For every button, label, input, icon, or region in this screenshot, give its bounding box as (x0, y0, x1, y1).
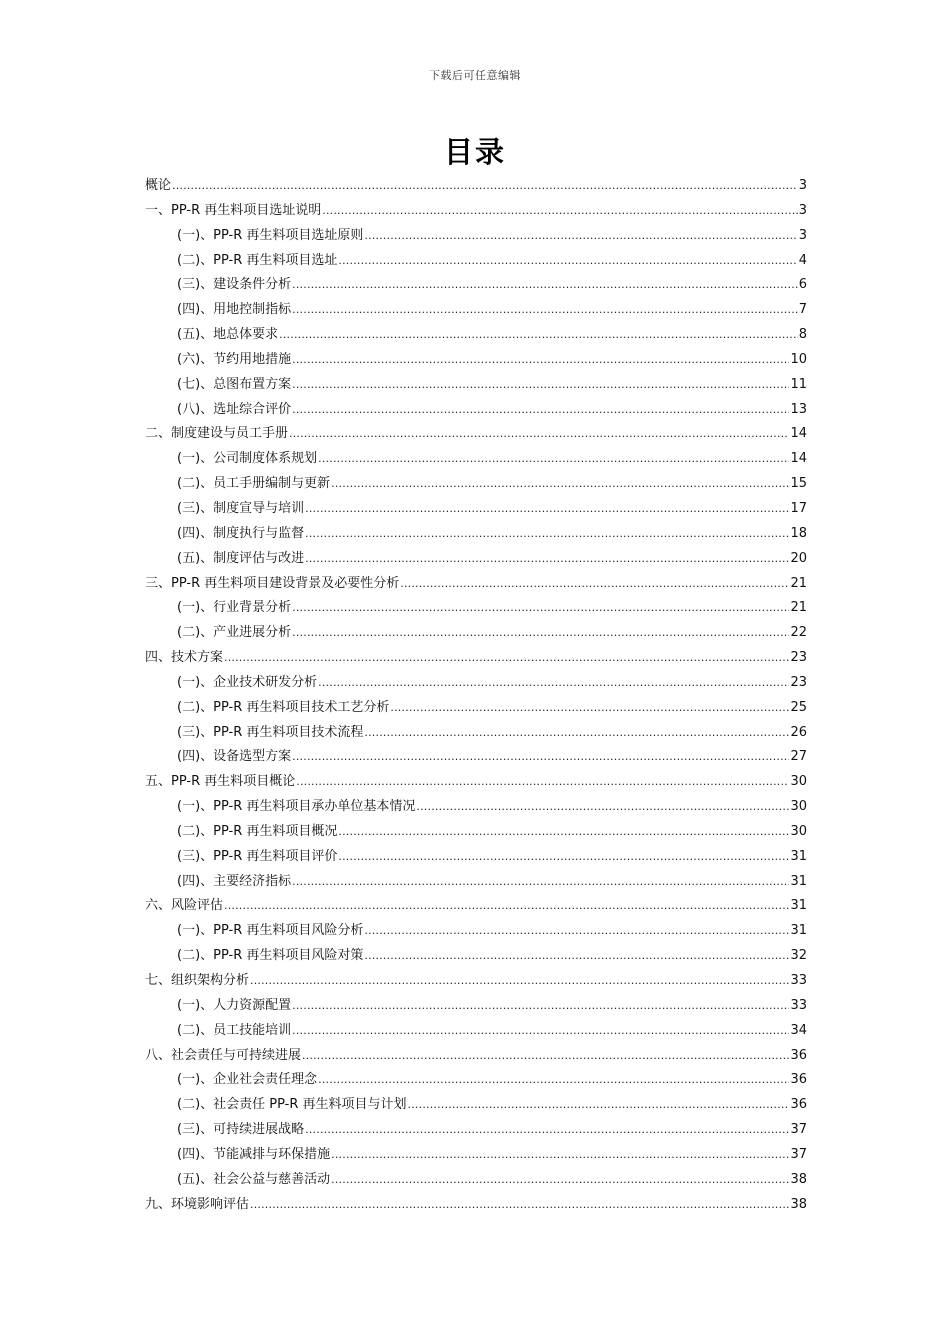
toc-section-entry[interactable] (145, 1093, 807, 1118)
table-of-contents (145, 174, 807, 1217)
toc-section-entry[interactable] (145, 447, 807, 472)
toc-page-number: 25 (790, 699, 807, 715)
toc-entry-label: (六)、节约用地措施 (177, 351, 292, 367)
toc-dot-leader (292, 994, 789, 1018)
toc-chapter-entry[interactable] (145, 969, 807, 994)
toc-entry-label: 四、技术方案 (145, 650, 224, 666)
toc-entry-label: 六、风险评估 (145, 898, 224, 914)
toc-page-number: 37 (790, 1122, 807, 1138)
toc-entry-label: (一)、PP-R 再生料项目风险分析 (177, 923, 364, 939)
toc-section-entry[interactable] (145, 944, 807, 969)
toc-dot-leader (318, 1068, 789, 1092)
toc-dot-leader (305, 547, 789, 571)
toc-section-entry[interactable] (145, 472, 807, 497)
toc-entry-label: 五、PP-R 再生料项目概论 (145, 774, 296, 790)
toc-entry-label: 三、PP-R 再生料项目建设背景及必要性分析 (145, 575, 400, 591)
toc-chapter-entry[interactable] (145, 1044, 807, 1069)
toc-page-number: 17 (790, 500, 807, 516)
toc-page-number: 4 (798, 252, 807, 268)
toc-page-number: 18 (790, 525, 807, 541)
toc-dot-leader (292, 298, 798, 322)
toc-dot-leader (292, 621, 789, 645)
toc-page-number: 6 (798, 277, 807, 293)
toc-dot-leader (305, 522, 789, 546)
toc-entry-label: (五)、社会公益与慈善活动 (177, 1171, 331, 1187)
toc-dot-leader (331, 1168, 789, 1192)
toc-entry-label: (一)、行业背景分析 (177, 600, 292, 616)
toc-chapter-entry[interactable] (145, 646, 807, 671)
toc-section-entry[interactable] (145, 323, 807, 348)
page-header-note: 下载后可任意编辑 (429, 69, 521, 82)
toc-section-entry[interactable] (145, 820, 807, 845)
toc-section-entry[interactable] (145, 273, 807, 298)
toc-entry-label: (二)、产业进展分析 (177, 625, 292, 641)
toc-dot-leader (302, 1044, 789, 1068)
toc-entry-label: (三)、PP-R 再生料项目评价 (177, 848, 338, 864)
toc-section-entry[interactable] (145, 1118, 807, 1143)
toc-page-number: 11 (790, 376, 807, 392)
toc-page-number: 30 (790, 799, 807, 815)
toc-section-entry[interactable] (145, 224, 807, 249)
toc-dot-leader (224, 646, 789, 670)
toc-section-entry[interactable] (145, 745, 807, 770)
toc-dot-leader (390, 696, 789, 720)
toc-page-number: 33 (790, 973, 807, 988)
toc-dot-leader (292, 373, 789, 397)
toc-entry-label: 九、环境影响评估 (145, 1196, 250, 1212)
toc-entry-label: (二)、员工手册编制与更新 (177, 476, 331, 492)
toc-entry-label: (四)、节能减排与环保措施 (177, 1146, 331, 1162)
toc-page-number: 3 (798, 178, 807, 193)
toc-page-number: 21 (790, 600, 807, 616)
toc-page-number: 36 (790, 1047, 807, 1063)
toc-entry-label: (一)、人力资源配置 (177, 997, 292, 1013)
toc-dot-leader (224, 894, 789, 918)
toc-page-number: 22 (790, 625, 807, 641)
toc-chapter-entry[interactable] (145, 770, 807, 795)
toc-section-entry[interactable] (145, 596, 807, 621)
toc-dot-leader (292, 745, 789, 769)
toc-page-number: 30 (790, 823, 807, 839)
toc-section-entry[interactable] (145, 795, 807, 820)
toc-page-number: 21 (790, 575, 807, 591)
toc-section-entry[interactable] (145, 845, 807, 870)
toc-chapter-entry[interactable] (145, 199, 807, 224)
toc-entry-label: (二)、员工技能培训 (177, 1022, 292, 1038)
toc-section-entry[interactable] (145, 398, 807, 423)
toc-section-entry[interactable] (145, 373, 807, 398)
toc-section-entry[interactable] (145, 547, 807, 572)
toc-section-entry[interactable] (145, 994, 807, 1019)
toc-page-number: 30 (790, 774, 807, 790)
toc-page-number: 34 (790, 1022, 807, 1038)
toc-section-entry[interactable] (145, 1068, 807, 1093)
toc-dot-leader (250, 1193, 789, 1217)
toc-entry-label: 概论 (145, 178, 172, 193)
toc-page-number: 10 (790, 351, 807, 367)
toc-section-entry[interactable] (145, 1168, 807, 1193)
toc-section-entry[interactable] (145, 696, 807, 721)
toc-entry-label: 二、制度建设与员工手册 (145, 426, 289, 442)
toc-dot-leader (292, 596, 789, 620)
toc-entry-label: (三)、可持续进展战略 (177, 1122, 305, 1138)
toc-entry-label: (三)、制度宣导与培训 (177, 500, 305, 516)
toc-page-number: 33 (790, 997, 807, 1013)
toc-entry-label: (四)、制度执行与监督 (177, 525, 305, 541)
toc-entry-label: (一)、PP-R 再生料项目承办单位基本情况 (177, 799, 416, 815)
toc-title: 目录 (443, 135, 506, 169)
toc-page-number: 8 (798, 327, 807, 343)
toc-dot-leader (289, 422, 789, 446)
toc-section-entry[interactable] (145, 721, 807, 746)
toc-page-number: 31 (790, 873, 807, 889)
toc-dot-leader (318, 447, 789, 471)
toc-dot-leader (408, 1093, 790, 1117)
toc-dot-leader (331, 472, 789, 496)
toc-entry-label: 八、社会责任与可持续进展 (145, 1047, 302, 1063)
toc-dot-leader (305, 497, 789, 521)
toc-entry-label: (八)、选址综合评价 (177, 401, 292, 417)
toc-dot-leader (292, 1019, 789, 1043)
toc-chapter-entry[interactable] (145, 572, 807, 597)
toc-page-number: 14 (790, 426, 807, 442)
toc-section-entry[interactable] (145, 298, 807, 323)
toc-entry-label: (七)、总图布置方案 (177, 376, 292, 392)
toc-page-number: 31 (790, 923, 807, 939)
toc-entry-label: (二)、PP-R 再生料项目技术工艺分析 (177, 699, 390, 715)
toc-entry-label: (五)、地总体要求 (177, 327, 279, 343)
toc-dot-leader (292, 398, 789, 422)
toc-dot-leader (322, 199, 797, 223)
toc-page-number: 15 (790, 476, 807, 492)
toc-page-number: 23 (790, 674, 807, 690)
toc-section-entry[interactable] (145, 522, 807, 547)
toc-page-number: 3 (798, 227, 807, 243)
toc-page-number: 36 (790, 1072, 807, 1088)
toc-dot-leader (400, 572, 789, 596)
toc-chapter-entry[interactable] (145, 422, 807, 447)
toc-dot-leader (364, 721, 789, 745)
toc-entry-label: 七、组织架构分析 (145, 973, 250, 988)
toc-dot-leader (364, 944, 789, 968)
toc-page-number: 20 (790, 550, 807, 566)
toc-page-number: 13 (790, 401, 807, 417)
toc-dot-leader (172, 174, 798, 198)
toc-section-entry[interactable] (145, 497, 807, 522)
toc-entry-label: (二)、社会责任 PP-R 再生料项目与计划 (177, 1097, 407, 1113)
toc-page-number: 38 (790, 1171, 807, 1187)
toc-dot-leader (296, 770, 789, 794)
toc-entry-label: (一)、企业技术研发分析 (177, 674, 318, 690)
toc-dot-leader (338, 820, 789, 844)
toc-dot-leader (416, 795, 789, 819)
toc-page-number: 7 (798, 302, 807, 318)
toc-page-number: 23 (790, 650, 807, 666)
toc-dot-leader (292, 348, 789, 372)
toc-entry-label: 一、PP-R 再生料项目选址说明 (145, 202, 322, 218)
toc-section-entry[interactable] (145, 249, 807, 274)
toc-dot-leader (364, 224, 797, 248)
toc-page-number: 31 (790, 898, 807, 914)
toc-dot-leader (338, 249, 797, 273)
toc-entry-label: (一)、公司制度体系规划 (177, 451, 318, 467)
toc-entry-label: (四)、设备选型方案 (177, 749, 292, 765)
toc-dot-leader (292, 273, 798, 297)
toc-entry-label: (四)、用地控制指标 (177, 302, 292, 318)
toc-section-entry[interactable] (145, 870, 807, 895)
toc-page-number: 31 (790, 848, 807, 864)
toc-entry-label: (二)、PP-R 再生料项目风险对策 (177, 948, 364, 964)
toc-section-entry[interactable] (145, 348, 807, 373)
toc-section-entry[interactable] (145, 621, 807, 646)
toc-dot-leader (318, 671, 789, 695)
toc-section-entry[interactable] (145, 671, 807, 696)
toc-dot-leader (338, 845, 789, 869)
toc-dot-leader (279, 323, 798, 347)
toc-page-number: 38 (790, 1196, 807, 1212)
toc-chapter-entry[interactable] (145, 174, 807, 199)
toc-entry-label: (二)、PP-R 再生料项目选址 (177, 252, 338, 268)
toc-page-number: 37 (790, 1146, 807, 1162)
toc-dot-leader (250, 969, 789, 993)
toc-entry-label: (三)、建设条件分析 (177, 277, 292, 293)
toc-page-number: 14 (790, 451, 807, 467)
toc-entry-label: (四)、主要经济指标 (177, 873, 292, 889)
toc-dot-leader (292, 870, 789, 894)
toc-section-entry[interactable] (145, 1143, 807, 1168)
toc-page-number: 36 (790, 1097, 807, 1113)
toc-dot-leader (305, 1118, 789, 1142)
toc-section-entry[interactable] (145, 1019, 807, 1044)
toc-entry-label: (一)、企业社会责任理念 (177, 1072, 318, 1088)
toc-chapter-entry[interactable] (145, 1193, 807, 1218)
toc-dot-leader (331, 1143, 789, 1167)
toc-page-number: 26 (790, 724, 807, 740)
toc-section-entry[interactable] (145, 919, 807, 944)
toc-dot-leader (364, 919, 789, 943)
toc-page-number: 3 (798, 202, 807, 218)
toc-entry-label: (一)、PP-R 再生料项目选址原则 (177, 227, 364, 243)
toc-entry-label: (二)、PP-R 再生料项目概况 (177, 823, 338, 839)
toc-page-number: 27 (790, 749, 807, 765)
toc-chapter-entry[interactable] (145, 894, 807, 919)
toc-page-number: 32 (790, 948, 807, 964)
toc-entry-label: (五)、制度评估与改进 (177, 550, 305, 566)
toc-entry-label: (三)、PP-R 再生料项目技术流程 (177, 724, 364, 740)
